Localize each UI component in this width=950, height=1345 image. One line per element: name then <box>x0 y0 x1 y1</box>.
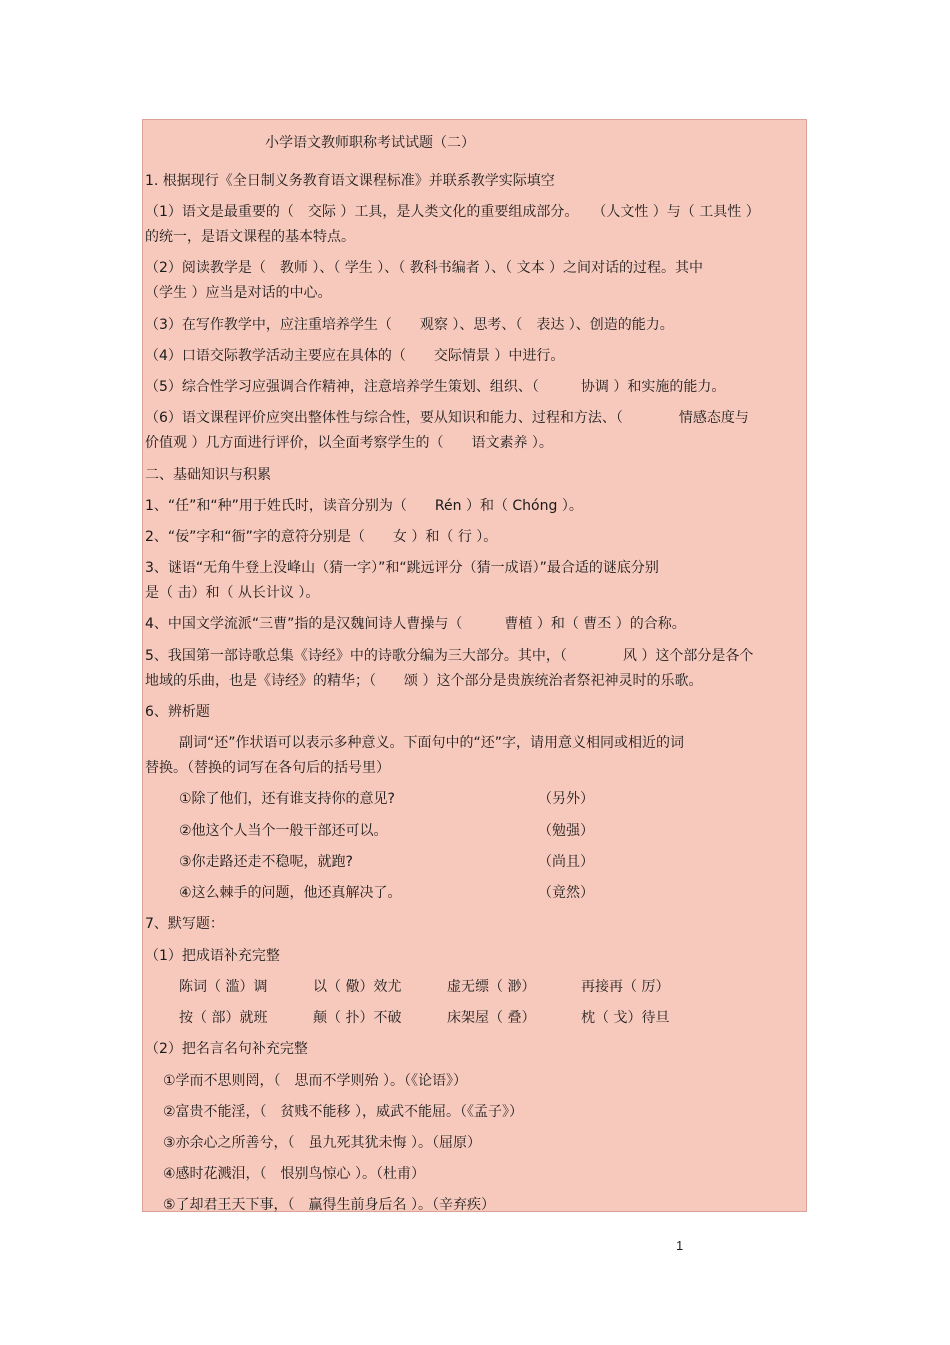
section1-line: （6）语文课程评价应突出整体性与综合性，要从知识和能力、过程和方法、（ 情感态度与 <box>145 410 749 426</box>
q6-item-answer: （尚且） <box>538 854 594 870</box>
section1-line: （4）口语交际教学活动主要应在具体的（ 交际情景 ）中进行。 <box>145 348 565 364</box>
quote-line: ①学而不思则罔，（ 思而不学则殆 ）。（《论语》） <box>163 1073 467 1089</box>
q6-item <box>143 790 806 808</box>
quote-line: ④感时花溅泪，（ 恨别鸟惊心 ）。（杜甫） <box>163 1166 425 1182</box>
idiom-item: 陈词（ 滥）调 <box>179 979 268 995</box>
section1-line: （1）语文是最重要的（ 交际 ）工具，是人类文化的重要组成部分。 （人文性 ）与（ 工具性 ） <box>145 204 760 220</box>
q6-item <box>143 853 806 871</box>
quote-line: ②富贵不能淫，（ 贫贱不能移 ），威武不能屈。（《孟子》） <box>163 1104 523 1120</box>
question-line: 5、我国第一部诗歌总集《诗经》中的诗歌分编为三大部分。其中，（ 风 ）这个部分是各个 <box>145 648 754 664</box>
q7-sub-heading: （2）把名言名句补充完整 <box>145 1041 308 1057</box>
q6-item-text: ③你走路还走不稳呢，就跑? <box>179 854 353 870</box>
idiom-row <box>143 1009 806 1027</box>
quote-line: ③亦余心之所善兮，（ 虽九死其犹未悔 ）。（屈原） <box>163 1135 481 1151</box>
idiom-item: 床架屋（ 叠） <box>447 1010 536 1026</box>
idiom-item: 再接再（ 厉） <box>581 979 670 995</box>
idiom-item: 颠（ 扑）不破 <box>313 1010 402 1026</box>
q6-item <box>143 884 806 902</box>
idiom-item: 按（ 部）就班 <box>179 1010 268 1026</box>
question-line: 4、中国文学流派“三曹”指的是汉魏间诗人曹操与（ 曹植 ）和（ 曹丕 ）的合称。 <box>145 616 686 632</box>
q7-sub-heading: （1）把成语补充完整 <box>145 948 280 964</box>
q6-item <box>143 822 806 840</box>
question-line: 是（ 击）和（ 从长计议 ）。 <box>145 585 320 601</box>
q6-item-text: ②他这个人当个一般干部还可以。 <box>179 823 388 839</box>
section1-line: （2）阅读教学是（ 教师 ）、（ 学生 ）、（ 教科书编者 ）、（ 文本 ）之间对话的过程。其中 <box>145 260 704 276</box>
q6-item-text: ①除了他们，还有谁支持你的意见? <box>179 791 395 807</box>
q6-item-answer: （勉强） <box>538 823 594 839</box>
idiom-item: 以（ 儆）效尤 <box>313 979 402 995</box>
idiom-row <box>143 978 806 996</box>
page-title: 小学语文教师职称考试试题（二） <box>265 135 475 151</box>
quote-line: ⑤了却君王天下事，（ 赢得生前身后名 ）。（辛弃疾） <box>163 1197 495 1213</box>
section2-heading: 二、基础知识与积累 <box>145 467 271 483</box>
q6-item-answer: （竟然） <box>538 885 594 901</box>
q7-heading: 7、默写题： <box>145 916 224 932</box>
section1-line: （5）综合性学习应强调合作精神，注意培养学生策划、组织、（ 协调 ）和实施的能力。 <box>145 379 726 395</box>
exam-content-panel <box>142 119 807 1212</box>
question-line: 6、辨析题 <box>145 704 210 720</box>
section1-line: 的统一，是语文课程的基本特点。 <box>145 229 355 245</box>
page-number: 1 <box>676 1238 684 1253</box>
idiom-item: 虚无缥（ 渺） <box>447 979 536 995</box>
idiom-item: 枕（ 戈）待旦 <box>581 1010 670 1026</box>
question-line: 3、谜语“无角牛登上没峰山（猜一字）”和“跳远评分（猜一成语）”最合适的谜底分别 <box>145 560 659 576</box>
question-line: 1、“任”和“种”用于姓氏时，读音分别为（ Rén ）和（ Chóng ）。 <box>145 498 583 514</box>
question-line: 2、“佞”字和“衙”字的意符分别是（ 女 ）和（ 行 ）。 <box>145 529 498 545</box>
q6-item-text: ④这么棘手的问题，他还真解决了。 <box>179 885 402 901</box>
q6-intro: 副词“还”作状语可以表示多种意义。下面句中的“还”字，请用意义相同或相近的词 <box>179 735 685 751</box>
section1-line: 价值观 ）几方面进行评价，以全面考察学生的（ 语文素养 ）。 <box>145 435 553 451</box>
q6-intro: 替换。（替换的词写在各句后的括号里） <box>145 760 390 776</box>
section1-line: （学生 ）应当是对话的中心。 <box>145 285 332 301</box>
question-line: 地域的乐曲，也是《诗经》的精华；（ 颂 ）这个部分是贵族统治者祭祀神灵时的乐歌。 <box>145 673 703 689</box>
section1-heading: 1. 根据现行《全日制义务教育语文课程标准》并联系教学实际填空 <box>145 173 555 189</box>
q6-item-answer: （另外） <box>538 791 594 807</box>
section1-line: （3）在写作教学中，应注重培养学生（ 观察 ）、思考、（ 表达 ）、创造的能力。 <box>145 317 674 333</box>
